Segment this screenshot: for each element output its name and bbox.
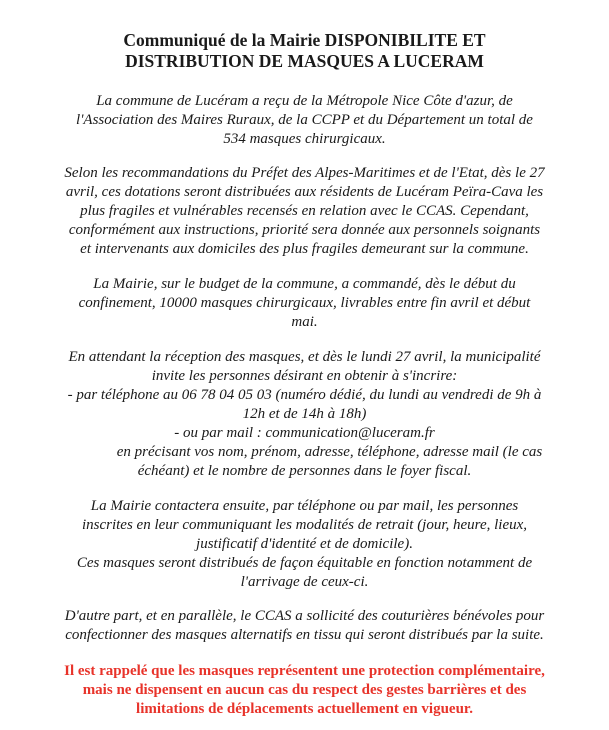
text-line: 534 masques chirurgicaux. [223, 131, 386, 147]
text-line: La Mairie, sur le budget de la commune, a commandé, dès le début du [93, 276, 516, 292]
text-line: échéant) et le nombre de personnes dans le foyer fiscal. [137, 463, 472, 479]
text-line: invite les personnes désirant en obtenir à s'incrire: [151, 368, 458, 384]
text-line: En attendant la réception des masques, et dès le lundi 27 avril, la municipalité [68, 349, 541, 365]
text-line: D'autre part, et en parallèle, le CCAS a sollicité des couturières bénévoles pour [64, 608, 545, 624]
title-line: Communiqué de la Mairie DISPONIBILITE ET [123, 30, 486, 50]
text-line: plus fragiles et vulnérables recensés en relation avec le CCAS. Cependant, [80, 203, 529, 219]
paragraph-contact [30, 497, 579, 592]
text-line: justificatif d'identité et de domicile). [196, 536, 413, 552]
text-line: et intervenants aux domiciles des plus fragiles demeurant sur la commune. [80, 241, 529, 257]
text-line: confectionner des masques alternatifs en tissu qui seront distribués par la suite. [65, 627, 544, 643]
paragraph-ccas [10, 607, 599, 645]
paragraph-recommendations [20, 164, 589, 259]
warning-line: Il est rappelé que les masques représentent une protection complémentaire, [64, 663, 545, 679]
text-line: Ces masques seront distribués de façon équitable en fonction notamment de [76, 555, 533, 571]
paragraph-reception [30, 92, 579, 149]
warning-line: mais ne dispensent en aucun cas du respect des gestes barrières et des [82, 682, 527, 698]
text-line: confinement, 10000 masques chirurgicaux, livrables entre fin avril et début [78, 295, 531, 311]
text-line: La commune de Lucéram a reçu de la Métropole Nice Côte d'azur, de [96, 93, 513, 109]
text-line: avril, ces dotations seront distribuées aux résidents de Lucéram Peïra-Cava les [65, 184, 544, 200]
text-line: en précisant vos nom, prénom, adresse, téléphone, adresse mail (le cas [116, 444, 543, 460]
text-line: - par téléphone au 06 78 04 05 03 (numéro dédié, du lundi au vendredi de 9h à [67, 387, 542, 403]
warning-line: limitations de déplacements actuellement en vigueur. [136, 701, 473, 717]
text-line: conformément aux instructions, priorité sera donnée aux personnels soignants [68, 222, 541, 238]
document-title [30, 30, 579, 72]
paragraph-registration [20, 348, 589, 481]
text-line: l'Association des Maires Ruraux, de la CCPP et du Département un total de [76, 112, 533, 128]
text-line: 12h et de 14h à 18h) [242, 406, 367, 422]
text-line: inscrites en leur communiquant les modalités de retrait (jour, heure, lieux, [81, 517, 528, 533]
title-line: DISTRIBUTION DE MASQUES A LUCERAM [125, 51, 484, 71]
warning-notice [20, 662, 589, 719]
paragraph-order [30, 275, 579, 332]
text-line: Selon les recommandations du Préfet des Alpes-Maritimes et de l'Etat, dès le 27 [64, 165, 545, 181]
text-line: mai. [291, 314, 318, 330]
text-line: La Mairie contactera ensuite, par téléphone ou par mail, les personnes [90, 498, 519, 514]
contact-email-line: - ou par mail : communication@luceram.fr [174, 425, 435, 441]
text-line: l'arrivage de ceux-ci. [240, 574, 369, 590]
